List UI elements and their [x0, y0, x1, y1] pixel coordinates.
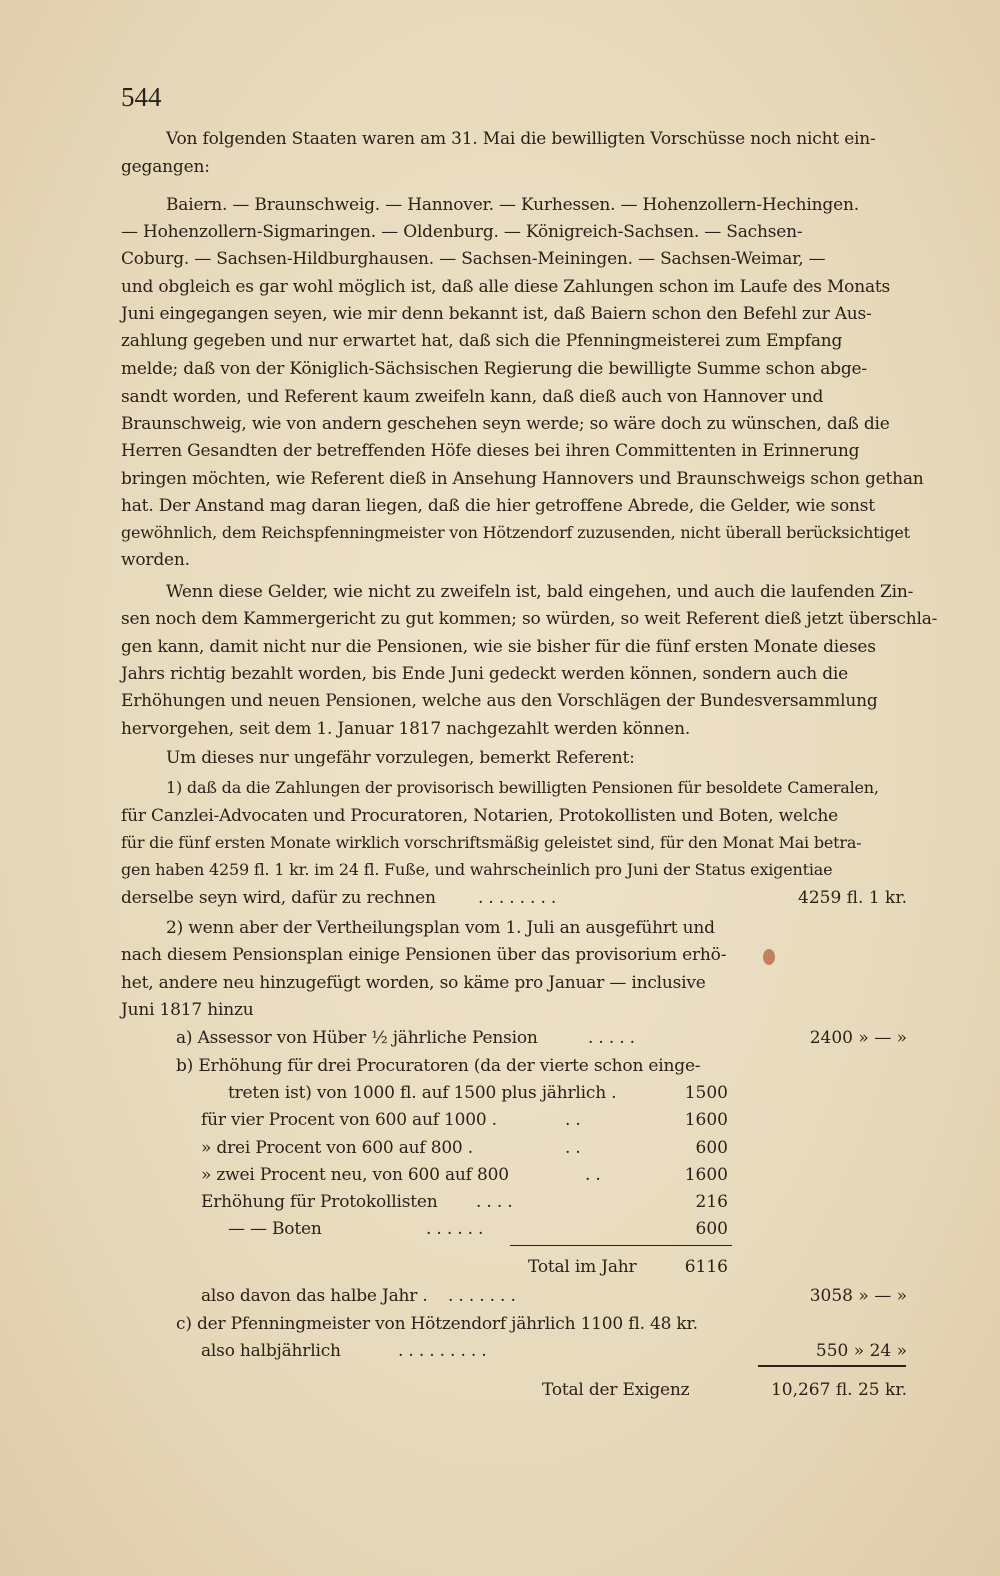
para2-line-3: gen kann, damit nicht nur die Pensionen, wie sie bisher für die fünf ersten Monate dieses — [121, 637, 876, 657]
item-b-row-4-label: Erhöhung für Protokollisten — [201, 1192, 438, 1212]
para2-line-6: hervorgehen, seit dem 1. Januar 1817 nachgezahlt werden können. — [121, 719, 691, 739]
grand-total-value: 10,267 fl. 25 kr. — [770, 1380, 907, 1400]
states-line-1: Baiern. — Braunschweig. — Hannover. — Kurhessen. — Hohenzollern-Hechingen. — [166, 195, 859, 215]
item2-line-4: Juni 1817 hinzu — [121, 1000, 254, 1020]
item1-line-1: 1) daß da die Zahlungen der provisorisch bewilligten Pensionen für besoldete Cameralen, — [166, 778, 879, 797]
item-b-half-amount: 3058 » — » — [809, 1286, 907, 1306]
para2-line-4: Jahrs richtig bezahlt worden, bis Ende Juni gedeckt werden können, sondern auch die — [121, 664, 849, 684]
total-rule — [758, 1365, 906, 1367]
item-b-total-value: 6116 — [684, 1257, 728, 1277]
item-b-row-3-label: » zwei Procent neu, von 600 auf 800 — [201, 1165, 509, 1185]
item-b-line-2: treten ist) von 1000 fl. auf 1500 plus jährlich . — [228, 1083, 617, 1103]
para3-line: Um dieses nur ungefähr vorzulegen, bemerkt Referent: — [166, 748, 635, 768]
para2-line-5: Erhöhungen und neuen Pensionen, welche aus den Vorschlägen der Bundesversammlung — [121, 691, 878, 711]
item-b-row-3-dots: . . — [585, 1165, 601, 1185]
item-b-row-1-dots: . . — [565, 1110, 581, 1130]
item-b-row-5-value: 600 — [695, 1219, 728, 1239]
item-b-row-4-value: 216 — [695, 1192, 728, 1212]
para1-line-11: worden. — [121, 550, 190, 570]
item2-line-1: 2) wenn aber der Vertheilungsplan vom 1. Juli an ausgeführt und — [166, 918, 715, 938]
item-b-row-5-label: — — Boten — [228, 1219, 322, 1239]
item-c-line-1: c) der Pfenningmeister von Hötzendorf jährlich 1100 fl. 48 kr. — [176, 1314, 698, 1334]
para1-line-4: melde; daß von der Königlich-Sächsischen Regierung die bewilligte Summe schon abge- — [121, 359, 867, 379]
item1-dots: . . . . . . . . — [478, 888, 557, 908]
para1-line-3: zahlung gegeben und nur erwartet hat, daß sich die Pfenningmeisterei zum Empfang — [121, 331, 843, 351]
para1-line-5: sandt worden, und Referent kaum zweifeln kann, daß dieß auch von Hannover und — [121, 387, 824, 407]
states-line-2: — Hohenzollern-Sigmaringen. — Oldenburg. — Königreich-Sachsen. — Sachsen- — [121, 222, 803, 242]
para2-line-2: sen noch dem Kammergericht zu gut kommen; so würden, so weit Referent dieß jetzt überschla- — [121, 609, 938, 629]
intro-line-1: Von folgenden Staaten waren am 31. Mai die bewilligten Vorschüsse noch nicht ein- — [166, 129, 876, 149]
para1-line-9: hat. Der Anstand mag daran liegen, daß die hier getroffene Abrede, die Gelder, wie sonst — [121, 496, 875, 516]
item1-amount: 4259 fl. 1 kr. — [798, 888, 907, 908]
para1-line-2: Juni eingegangen seyen, wie mir denn bekannt ist, daß Baiern schon den Befehl zur Aus- — [121, 304, 872, 324]
para1-line-10: gewöhnlich, dem Reichspfenningmeister von Hötzendorf zuzusenden, nicht überall berücksichtiget — [121, 523, 910, 542]
item-b-row-4-dots: . . . . — [476, 1192, 513, 1212]
item2-line-3: het, andere neu hinzugefügt worden, so käme pro Januar — inclusive — [121, 973, 706, 993]
states-line-3: Coburg. — Sachsen-Hildburghausen. — Sachsen-Meiningen. — Sachsen-Weimar, — — [121, 249, 826, 269]
para2-line-1: Wenn diese Gelder, wie nicht zu zweifeln ist, bald eingehen, und auch die laufenden Zin- — [166, 582, 914, 602]
ink-stain — [763, 949, 775, 965]
item1-line-2: für Canzlei-Advocaten und Procuratoren, Notarien, Protokollisten und Boten, welche — [121, 806, 838, 826]
item-b-row-5-dots: . . . . . . — [426, 1219, 484, 1239]
item-a-dots: . . . . . — [588, 1028, 635, 1048]
para1-line-8: bringen möchten, wie Referent dieß in Ansehung Hannovers und Braunschweigs schon gethan — [121, 469, 924, 489]
item-b-row-1-value: 1600 — [684, 1110, 728, 1130]
para1-line-1: und obgleich es gar wohl möglich ist, daß alle diese Zahlungen schon im Laufe des Monats — [121, 277, 891, 297]
item-b-row-2-dots: . . — [565, 1138, 581, 1158]
para1-line-7: Herren Gesandten der betreffenden Höfe dieses bei ihren Committenten in Erinnerung — [121, 441, 860, 461]
item-c-amount: 550 » 24 » — [815, 1341, 907, 1361]
item1-line-4: gen haben 4259 fl. 1 kr. im 24 fl. Fuße, und wahrscheinlich pro Juni der Status exigentiae — [121, 860, 833, 879]
item-a-text: a) Assessor von Hüber ½ jährliche Pension — [176, 1028, 538, 1048]
item-b-total-label: Total im Jahr — [528, 1257, 637, 1277]
item1-line-5: derselbe seyn wird, dafür zu rechnen — [121, 888, 436, 908]
item-b-row-2-label: » drei Procent von 600 auf 800 . — [201, 1138, 473, 1158]
intro-line-2: gegangen: — [121, 157, 210, 177]
item-b-half-text: also davon das halbe Jahr . — [201, 1286, 428, 1306]
item-c-dots: . . . . . . . . . — [398, 1341, 487, 1361]
grand-total-label: Total der Exigenz — [542, 1380, 690, 1400]
item-b-first-value: 1500 — [684, 1083, 728, 1103]
item1-line-3: für die fünf ersten Monate wirklich vorschriftsmäßig geleistet sind, für den Monat Mai betra- — [121, 833, 862, 852]
item-b-half-dots: . . . . . . . — [448, 1286, 516, 1306]
item-b-line-1: b) Erhöhung für drei Procuratoren (da der vierte schon einge- — [176, 1056, 701, 1076]
item-b-row-3-value: 1600 — [684, 1165, 728, 1185]
item-c-line-2: also halbjährlich — [201, 1341, 341, 1361]
item-a-amount: 2400 » — » — [809, 1028, 907, 1048]
page-number: 544 — [121, 82, 162, 112]
para1-line-6: Braunschweig, wie von andern geschehen seyn werde; so wäre doch zu wünschen, daß die — [121, 414, 890, 434]
item-b-row-2-value: 600 — [695, 1138, 728, 1158]
item-b-row-1-label: für vier Procent von 600 auf 1000 . — [201, 1110, 497, 1130]
item2-line-2: nach diesem Pensionsplan einige Pensionen über das provisorium erhö- — [121, 945, 727, 965]
subtotal-rule — [510, 1245, 732, 1246]
